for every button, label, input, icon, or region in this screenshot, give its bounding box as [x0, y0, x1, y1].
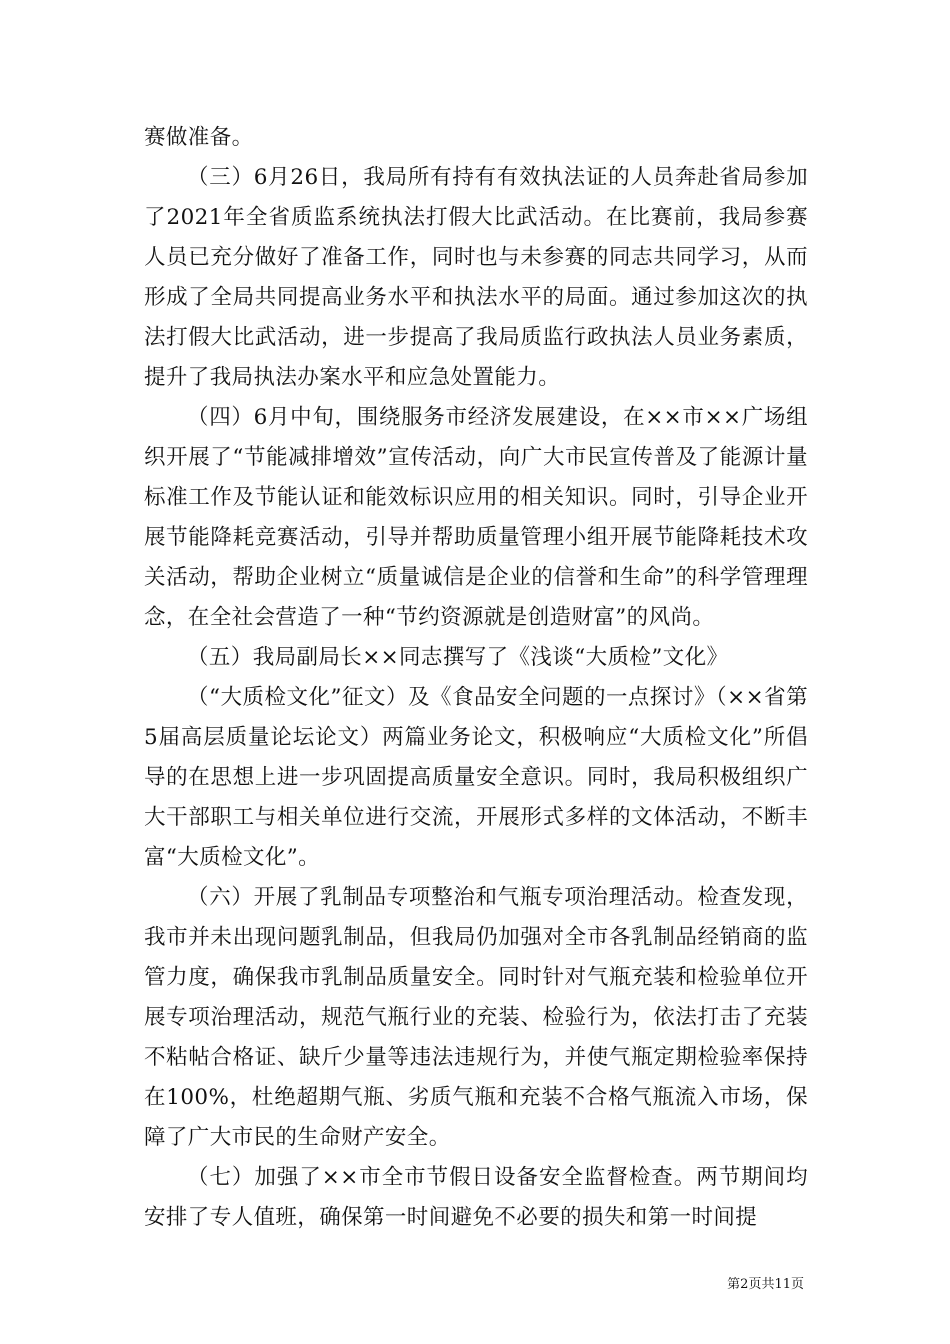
- body-text: [144, 118, 808, 1238]
- paragraph-continuation: 赛做准备。: [144, 125, 254, 150]
- page-number: 第2页共11页: [727, 1277, 804, 1292]
- paragraph-five-body: （“大质检文化”征文）及《食品安全问题的一点探讨》（××省第5届高层质量论坛论文）两篇业务论文，积极响应“大质检文化”所倡导的在思想上进一步巩固提高质量安全意识。同时，我局积极组织广大干部职工与相关单位进行交流，开展形式多样的文体活动，不断丰富“大质检文化”。: [144, 685, 808, 870]
- paragraph-six: （六）开展了乳制品专项整治和气瓶专项治理活动。检查发现，我市并未出现问题乳制品，但我局仍加强对全市各乳制品经销商的监管力度，确保我市乳制品质量安全。同时针对气瓶充装和检验单位开展专项治理活动，规范气瓶行业的充装、检验行为，依法打击了充装不粘帖合格证、缺斤少量等违法违规行为，并使气瓶定期检验率保持在100%，杜绝超期气瓶、劣质气瓶和充装不合格气瓶流入市场，保障了广大市民的生命财产安全。: [144, 885, 808, 1150]
- paragraph-five-heading: （五）我局副局长××同志撰写了《浅谈“大质检”文化》: [187, 645, 729, 670]
- paragraph-four: （四）6月中旬，围绕服务市经济发展建设，在××市××广场组织开展了“节能减排增效”宣传活动，向广大市民宣传普及了能源计量标准工作及节能认证和能效标识应用的相关知识。同时，引导企业开展节能降耗竞赛活动，引导并帮助质量管理小组开展节能降耗技术攻关活动，帮助企业树立“质量诚信是企业的信誉和生命”的科学管理理念，在全社会营造了一种“节约资源就是创造财富”的风尚。: [144, 405, 808, 630]
- paragraph-three: （三）6月26日，我局所有持有有效执法证的人员奔赴省局参加了2021年全省质监系统执法打假大比武活动。在比赛前，我局参赛人员已充分做好了准备工作，同时也与未参赛的同志共同学习，从而形成了全局共同提高业务水平和执法水平的局面。通过参加这次的执法打假大比武活动，进一步提高了我局质监行政执法人员业务素质，提升了我局执法办案水平和应急处置能力。: [144, 165, 808, 390]
- paragraph-seven: （七）加强了××市全市节假日设备安全监督检查。两节期间均安排了专人值班，确保第一时间避免不必要的损失和第一时间提: [144, 1165, 808, 1230]
